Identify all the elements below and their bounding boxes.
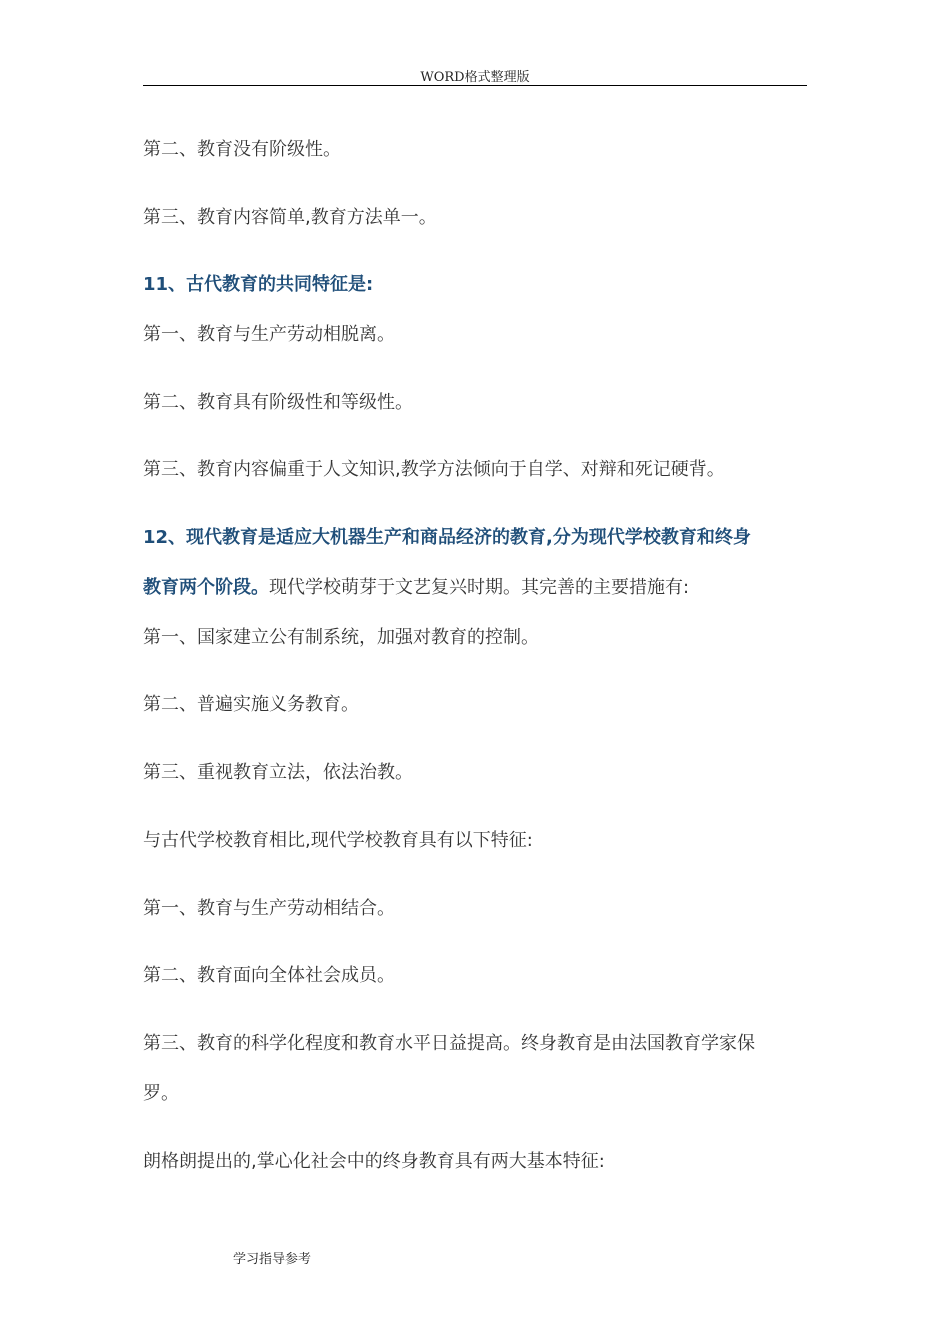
text-line: 第二、教育具有阶级性和等级性。	[143, 392, 413, 413]
text-line: 第一、教育与生产劳动相脱离。	[143, 324, 395, 345]
heading-normal-part: 现代学校萌芽于文艺复兴时期。其完善的主要措施有:	[269, 577, 690, 598]
page-header-title: WORD格式整理版	[420, 70, 530, 85]
text-line: 第三、重视教育立法，依法治教。	[143, 762, 413, 783]
page-footer-text: 学习指导参考	[233, 1252, 312, 1267]
text-line: 第二、教育没有阶级性。	[143, 139, 341, 160]
text-line: 第三、教育内容简单,教育方法单一。	[143, 207, 437, 228]
section-heading-11: 11、古代教育的共同特征是:	[143, 274, 374, 295]
text-line: 第二、教育面向全体社会成员。	[143, 965, 395, 986]
text-line: 第三、教育的科学化程度和教育水平日益提高。终身教育是由法国教育学家保	[143, 1033, 755, 1054]
text-line: 第二、普遍实施义务教育。	[143, 694, 359, 715]
text-line: 与古代学校教育相比,现代学校教育具有以下特征:	[143, 830, 533, 851]
text-line: 朗格朗提出的,掌心化社会中的终身教育具有两大基本特征:	[143, 1151, 605, 1172]
heading-bold-part: 教育两个阶段。	[143, 577, 269, 598]
header-divider	[143, 85, 807, 86]
text-line: 第一、国家建立公有制系统，加强对教育的控制。	[143, 627, 539, 648]
text-line: 第一、教育与生产劳动相结合。	[143, 898, 395, 919]
text-line: 第三、教育内容偏重于人文知识,教学方法倾向于自学、对辩和死记硬背。	[143, 459, 725, 480]
section-heading-12-continuation	[143, 575, 807, 601]
section-heading-12: 12、现代教育是适应大机器生产和商品经济的教育,分为现代学校教育和终身	[143, 527, 751, 548]
text-line: 罗。	[143, 1083, 179, 1104]
